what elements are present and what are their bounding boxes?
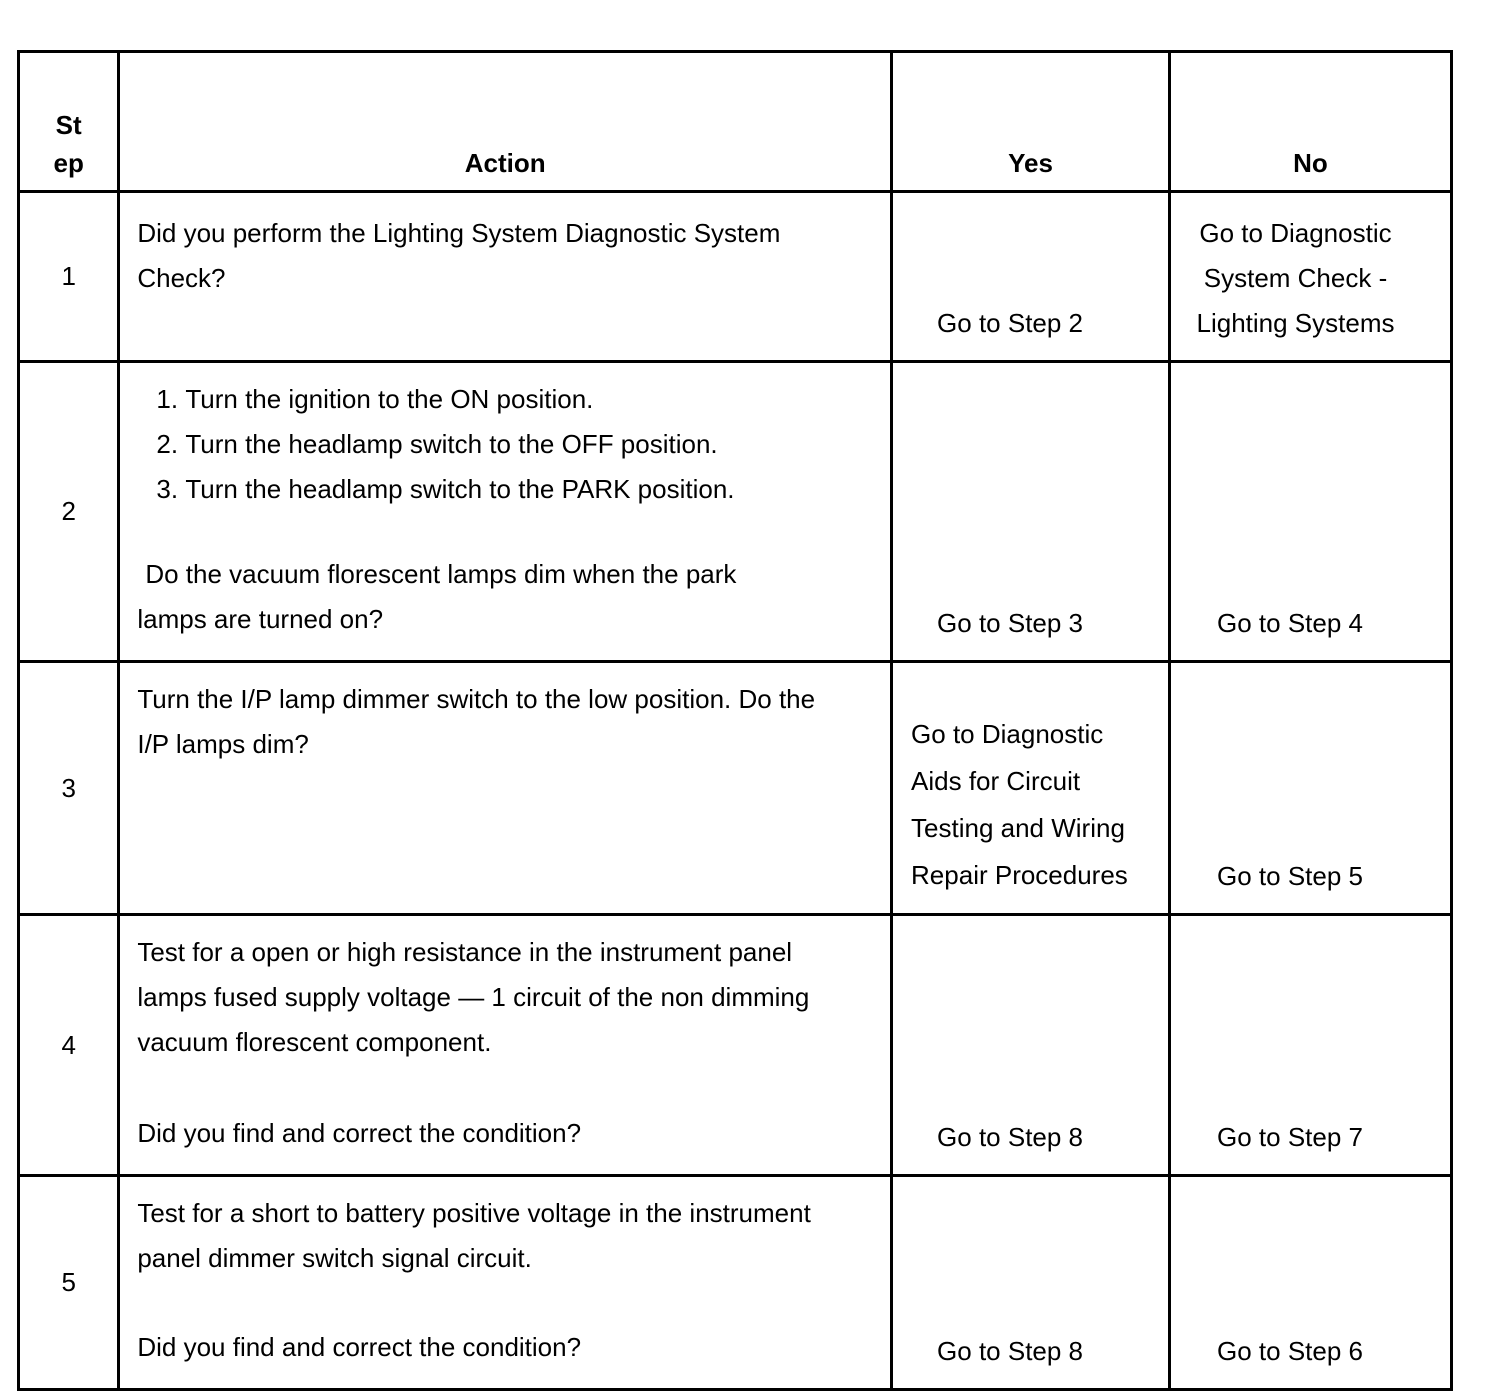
no-cell: Go to Step 7 [1170,915,1452,1176]
action-cell [119,362,892,662]
yes-cell: Go to Step 3 [892,362,1170,662]
question-text: Did you find and correct the condition? [137,1332,582,1362]
action-cell [119,192,892,362]
yes-line: Repair Procedures [911,860,1128,890]
action-text: Test for a short to battery positive voltage in the instrument panel dimmer switch signal circuit. [137,1198,811,1273]
action-text: Test for a open or high resistance in the instrument panel lamps fused supply voltage — 1 circuit of the non dimming vacuum florescent component. [137,937,810,1057]
step-number: 4 [19,915,119,1176]
header-step: St ep [19,52,119,192]
action-text: Turn the I/P lamp dimmer switch to the low position. Do the I/P lamps dim? [137,684,816,759]
yes-cell: Go to Step 2 [892,192,1170,362]
yes-line: Testing and Wiring [911,813,1125,843]
action-list [137,377,872,512]
yes-line: Aids for Circuit [911,766,1081,796]
step-number: 3 [19,662,119,915]
table-row [19,192,1452,362]
question-text: Did you find and correct the condition? [137,1118,582,1148]
yes-line: Go to Diagnostic [911,719,1104,749]
no-line: Go to Diagnostic [1199,218,1392,248]
list-item: 1. Turn the ignition to the ON position. [185,377,872,422]
no-cell: Go to Step 6 [1170,1176,1452,1390]
yes-cell: Go to Step 8 [892,1176,1170,1390]
header-row [19,52,1452,192]
no-cell: Go to Step 4 [1170,362,1452,662]
action-cell [119,662,892,915]
action-text: Did you perform the Lighting System Diagnostic System Check? [137,218,781,293]
no-cell [1170,192,1452,362]
table-row [19,362,1452,662]
step-number: 5 [19,1176,119,1390]
header-action: Action [119,52,892,192]
yes-cell: Go to Step 8 [892,915,1170,1176]
action-cell [119,1176,892,1390]
question-text: Do the vacuum florescent lamps dim when the park lamps are turned on? [137,559,737,634]
table-row [19,662,1452,915]
diagnostic-table [17,50,1453,1391]
yes-cell [892,662,1170,915]
list-item: 3. Turn the headlamp switch to the PARK position. [185,467,872,512]
no-line: Lighting Systems [1196,308,1395,338]
header-yes: Yes [892,52,1170,192]
no-cell: Go to Step 5 [1170,662,1452,915]
no-line: System Check - [1203,263,1388,293]
step-number: 2 [19,362,119,662]
action-cell [119,915,892,1176]
header-no: No [1170,52,1452,192]
table-row [19,915,1452,1176]
table-row [19,1176,1452,1390]
step-number: 1 [19,192,119,362]
list-item: 2. Turn the headlamp switch to the OFF position. [185,422,872,467]
